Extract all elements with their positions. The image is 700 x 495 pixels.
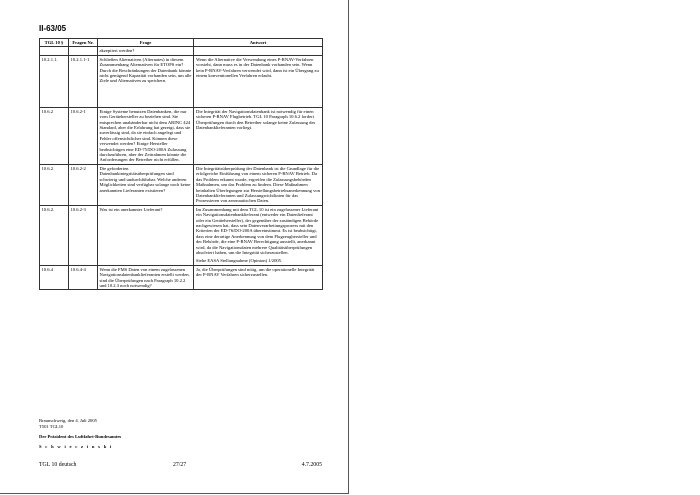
cell-nr: 10.6.2-2	[69, 164, 98, 205]
cell-frage: Wenn die FMS Daten von einem zugelassenen Navigationsdatenbanklieferanten erstellt werden, sind die Überprüfungen nach Paragraph 10.2.2 und 10.2.3 noch notwendig?	[98, 265, 194, 290]
cell-para: 10.2.1.1.	[40, 55, 69, 107]
cell-frage: Einige Systeme benutzen Datenbanken, die nur vom Gerätehersteller zu beziehen sind. Sie entsprechen unabänderbar nicht dem ARINC 424 Standard, aber die Erfahrung hat gezeigt, dass sie zuverlässig sind, da sie einfach angelegt und Fehler offensichtlicher sind. Können diese verwendet werden? Einige Hersteller beabsichtigen eine ED-75/DO-200A Zulassung durchzuführen, aber der Zeitrahmen könnte die Anforderungen der Betreiber nicht erfüllen.	[98, 107, 194, 164]
qa-table	[39, 38, 323, 290]
cell-para	[40, 47, 69, 55]
cell-antwort	[194, 205, 323, 265]
cell-antwort: Ja, die Überprüfungen sind nötig, um die operationelle Integrität der P-RNAV Verfahren sicherzustellen.	[194, 265, 323, 290]
header-antwort: Antwort	[194, 39, 323, 47]
cell-antwort: Die Integrität der Navigationsdatenbank ist notwendig für einen sicheren P-RNAV Flugbetrieb. TGL 10 Paragraph 10.6.2 fordert Überprüfungen durch den Betreiber solange keine Zulassung des Datenbanklieferanten vorliegt.	[194, 107, 323, 164]
cell-frage: Schließen Alternativen (Alternates) in diesem Zusammenhang Alternativen für ETOPS ein? Durch die Beschränkungen der Datenbank könnte nicht genügend Kapazität vorhanden sein, um alle Ziele und Alternativen zu speichern.	[98, 55, 194, 107]
cell-nr: 10.2.1.1-1	[69, 55, 98, 107]
cell-nr: 10.6.4-4	[69, 265, 98, 290]
footer-document-title: TGL 10 deutsch	[39, 462, 77, 468]
header-tgl-paragraph: TGL 10 §	[40, 39, 69, 47]
cell-antwort	[194, 47, 323, 55]
cell-frage: Die geforderten Datenbankintegritätsüberprüfungen sind schwierig und undurchführbar. Welche anderen Möglichkeiten sind verfügbar solange noch keine anerkannten Lieferanten existieren?	[98, 164, 194, 205]
table-row	[40, 205, 323, 265]
cell-nr: 10.6.2-1	[69, 107, 98, 164]
header-fragen-nr: Fragen Nr.	[69, 39, 98, 47]
document-id: II-63/05	[39, 24, 67, 33]
cell-nr	[69, 47, 98, 55]
cell-para: 10.6.2.	[40, 205, 69, 265]
cell-para: 10.6.2	[40, 107, 69, 164]
cell-frage: Was ist ein anerkannter Lieferant?	[98, 205, 194, 265]
header-frage: Frage	[98, 39, 194, 47]
table-row	[40, 107, 323, 164]
signature-place-date: Braunschweig, den 4. Juli 2005	[39, 418, 97, 423]
antwort-note: Siehe EASA Stellungnahme (Opinion) 1/2005.	[196, 258, 283, 264]
signature-code: T501 TGL10	[39, 424, 64, 429]
footer-date: 4.7.2005	[301, 462, 322, 468]
table-row	[40, 265, 323, 290]
cell-para: 10.6.4	[40, 265, 69, 290]
cell-frage: akzeptiert werden?	[98, 47, 194, 55]
table-header-row	[40, 39, 323, 47]
signature-organisation: Der Präsident des Luftfahrt-Bundesamtes	[39, 434, 122, 439]
table-row	[40, 164, 323, 205]
cell-para: 10.6.2	[40, 164, 69, 205]
signature-name: S c h w i e c z i n s k i	[39, 444, 113, 449]
cell-antwort: Wenn die Alternative die Verwendung eines P-RNAV-Verfahren vorsieht, dann muss es in der Datenbank vorhanden sein. Wenn kein P-RNAV-Verfahren verwendet wird, dann ist ein Übergang zu einem konventionellen Verfahren erlaubt.	[194, 55, 323, 107]
antwort-text: Im Zusammenhang mit dem TGL 10 ist ein zugelassener Lieferant ein Navigationsdatenbanklieferant (entweder ein Datenlieferant oder ein Gerätehersteller), der gegenüber der zuständigen Behörde nachgewiesen hat, dass sein Datenverarbeitungsprozess mit den Kriterien der ED-76/DO-200A übereinstimmt. Es ist beabsichtigt, dass eine derartige Anerkennung von dem Flugzeughersteller und der Behörde, die eine P-RNAV Berechtigung ausstellt, anerkannt wird, da die Navigationsdaten mehrere Qualitätsüberprüfungen absolviert haben, um die Integrität sicherzustellen.	[196, 206, 319, 255]
table-row	[40, 55, 323, 107]
footer-page-number: 27/27	[173, 462, 187, 468]
document-page	[0, 0, 349, 494]
table-row	[40, 47, 323, 55]
cell-nr: 10.6.2-3	[69, 205, 98, 265]
cell-antwort: Die Integritätsüberprüfung der Datenbank ist die Grundlage für die erfolgreiche Einführung von einem sicheren P-RNAV Betrieb. Da das Problem erkannt wurde, ergreifen die Zulassungsbehörden Maßnahmen, um das Problem zu lindern. Diese Maßnahmen beinhalten Überlegungen zur Herstellungsbetriebsanerkennung von Datenbanklieferanten und Zulassungsrichtlinien für das Prozessieren von aeronautischen Daten.	[194, 164, 323, 205]
